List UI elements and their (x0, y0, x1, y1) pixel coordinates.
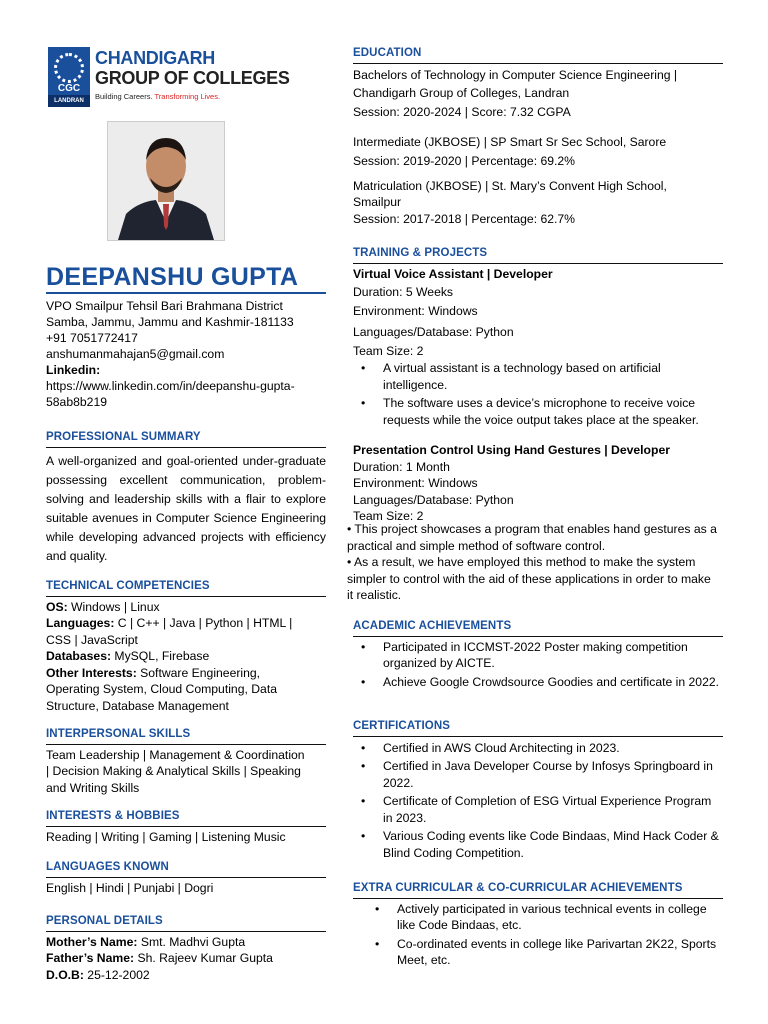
section-divider (46, 826, 326, 827)
tech-section (46, 578, 326, 714)
linkedin-url-2: 58ab8b219 (46, 395, 108, 409)
certifications-section (353, 718, 723, 863)
project-2-team: Team Size: 2 (353, 509, 424, 523)
father-name: Father’s Name: Sh. Rajeev Kumar Gupta (46, 951, 273, 965)
section-divider (353, 263, 723, 264)
tech-languages-cont: CSS | JavaScript (46, 632, 138, 647)
list-item: • Achieve Google Crowdsource Goodies and certificate in 2022. (353, 674, 723, 691)
summary-text: A well-organized and goal-oriented under-graduate possessing excellent communication, problem-solving and leadership skills with a flair to explore suitable avenues in Computer Science Engineering while developing advanced projects with efficiency and quality. (46, 453, 326, 563)
certifications-title: CERTIFICATIONS (353, 720, 451, 732)
project-1-team: Team Size: 2 (353, 343, 424, 358)
languages-section (46, 859, 326, 896)
section-divider (46, 877, 326, 878)
phone-number: +91 7051772417 (46, 331, 138, 345)
project-1-duration: Duration: 5 Weeks (353, 285, 454, 299)
list-item: • Certificate of Completion of ESG Virtual Experience Program in 2023. (353, 793, 723, 826)
section-divider (353, 898, 723, 899)
tech-languages: Languages: C | C++ | Java | Python | HTML | (46, 616, 293, 630)
profile-photo (107, 121, 225, 241)
edu-btech-3: Session: 2020-2024 | Score: 7.32 CGPA (353, 104, 571, 119)
project-1-bullets (353, 360, 723, 428)
interests-section (46, 808, 326, 845)
tech-databases: Databases: MySQL, Firebase (46, 649, 210, 663)
certifications-list (353, 740, 723, 862)
personal-title: PERSONAL DETAILS (46, 915, 163, 927)
list-item: • A virtual assistant is a technology based on artificial intelligence. (353, 360, 723, 393)
edu-inter-2: Session: 2019-2020 | Percentage: 69.2% (353, 153, 576, 168)
project-2-point-1: • This project showcases a program that enables hand gestures as a practical and simple method of software control. (347, 522, 717, 553)
project-1-title: Virtual Voice Assistant | Developer (353, 266, 553, 281)
edu-btech-2: Chandigarh Group of Colleges, Landran (353, 86, 570, 100)
section-divider (46, 447, 326, 448)
edu-inter-1: Intermediate (JKBOSE) | SP Smart Sr Sec School, Sarore (353, 135, 667, 149)
list-item: • Certified in AWS Cloud Architecting in 2023. (353, 740, 723, 757)
linkedin-label: Linkedin: (46, 363, 101, 377)
extra-title: EXTRA CURRICULAR & CO-CURRICULAR ACHIEVEMENTS (353, 882, 683, 894)
extra-list (353, 901, 723, 969)
linkedin-url-1: https://www.linkedin.com/in/deepanshu-gupta- (46, 379, 295, 393)
project-2-languages: Languages/Database: Python (353, 492, 514, 507)
personal-section (46, 913, 326, 983)
logo-line2: GROUP OF COLLEGES (95, 68, 290, 88)
edu-matric-1: Matriculation (JKBOSE) | St. Mary’s Convent High School, (353, 179, 667, 193)
edu-matric-3: Session: 2017-2018 | Percentage: 62.7% (353, 212, 576, 226)
project-1-environment: Environment: Windows (353, 303, 478, 318)
extra-section (353, 880, 723, 971)
list-item: • Various Coding events like Code Bindaas, Mind Hack Coder & Blind Coding Competition. (353, 828, 723, 861)
date-of-birth: D.O.B: 25-12-2002 (46, 967, 150, 982)
contact-block (46, 298, 331, 410)
section-divider (353, 636, 723, 637)
project-2-duration: Duration: 1 Month (353, 459, 450, 474)
section-divider (46, 744, 326, 745)
candidate-name: DEEPANSHU GUPTA (46, 263, 299, 291)
list-item: • Co-ordinated events in college like Parivartan 2K22, Sports Meet, etc. (367, 936, 723, 969)
tech-other: Other Interests: Software Engineering, (46, 665, 261, 680)
logo-line1: CHANDIGARH (95, 48, 215, 68)
section-divider (353, 63, 723, 64)
summary-section (46, 429, 326, 566)
section-divider (353, 736, 723, 737)
tech-other-3: Structure, Database Management (46, 698, 229, 713)
interpersonal-title: INTERPERSONAL SKILLS (46, 728, 191, 740)
tech-title: TECHNICAL COMPETENCIES (46, 580, 210, 592)
interests-title: INTERESTS & HOBBIES (46, 810, 180, 822)
languages-title: LANGUAGES KNOWN (46, 861, 169, 873)
name-divider (46, 292, 326, 294)
address-line-2: Samba, Jammu, Jammu and Kashmir-181133 (46, 315, 294, 329)
project-2-point-2: • As a result, we have employed this method to make the system simpler to control with the aid of these applications in order to make it realistic. (347, 555, 711, 602)
project-2-description (347, 521, 719, 604)
interpersonal-line-2: | Decision Making & Analytical Skills | Speaking (46, 764, 301, 778)
tech-other-2: Operating System, Cloud Computing, Data (46, 682, 277, 696)
project-2-title: Presentation Control Using Hand Gestures | Developer (353, 443, 670, 457)
logo-badge-text: CGC (57, 83, 81, 94)
cgc-badge-icon (48, 47, 90, 107)
interests-text: Reading | Writing | Gaming | Listening Music (46, 829, 286, 844)
edu-btech-1: Bachelors of Technology in Computer Science Engineering | (353, 67, 678, 82)
mother-name: Mother’s Name: Smt. Madhvi Gupta (46, 934, 246, 949)
edu-matric-2: Smailpur (353, 195, 402, 209)
project-1-languages: Languages/Database: Python (353, 325, 514, 339)
education-section (353, 45, 723, 229)
interpersonal-line-3: and Writing Skills (46, 780, 140, 795)
list-item: • Actively participated in various technical events in college like Code Bindaas, etc. (367, 901, 723, 934)
list-item: • The software uses a device’s microphone to receive voice requests while the voice output takes place at the speaker. (353, 395, 723, 428)
logo-badge-sub: LANDRAN (48, 95, 90, 107)
academic-title: ACADEMIC ACHIEVEMENTS (353, 620, 512, 632)
languages-text: English | Hindi | Punjabi | Dogri (46, 880, 214, 895)
email-address: anshumanmahajan5@gmail.com (46, 347, 225, 361)
project-2-environment: Environment: Windows (353, 476, 478, 490)
section-divider (46, 596, 326, 597)
academic-list (353, 639, 723, 691)
academic-section (353, 618, 723, 692)
education-title: EDUCATION (353, 47, 422, 59)
list-item: • Certified in Java Developer Course by Infosys Springboard in 2022. (353, 758, 723, 791)
training-section (353, 245, 723, 525)
tech-os: OS: Windows | Linux (46, 599, 160, 614)
logo-tagline: Building Careers. Transforming Lives. (95, 92, 221, 101)
summary-title: PROFESSIONAL SUMMARY (46, 431, 201, 443)
list-item: • Participated in ICCMST-2022 Poster making competition organized by AICTE. (353, 639, 723, 672)
interpersonal-line-1: Team Leadership | Management & Coordination (46, 747, 305, 762)
interpersonal-section (46, 726, 326, 796)
college-logo (48, 47, 290, 107)
section-divider (46, 931, 326, 932)
address-line-1: VPO Smailpur Tehsil Bari Brahmana District (46, 299, 283, 313)
training-title: TRAINING & PROJECTS (353, 247, 488, 259)
